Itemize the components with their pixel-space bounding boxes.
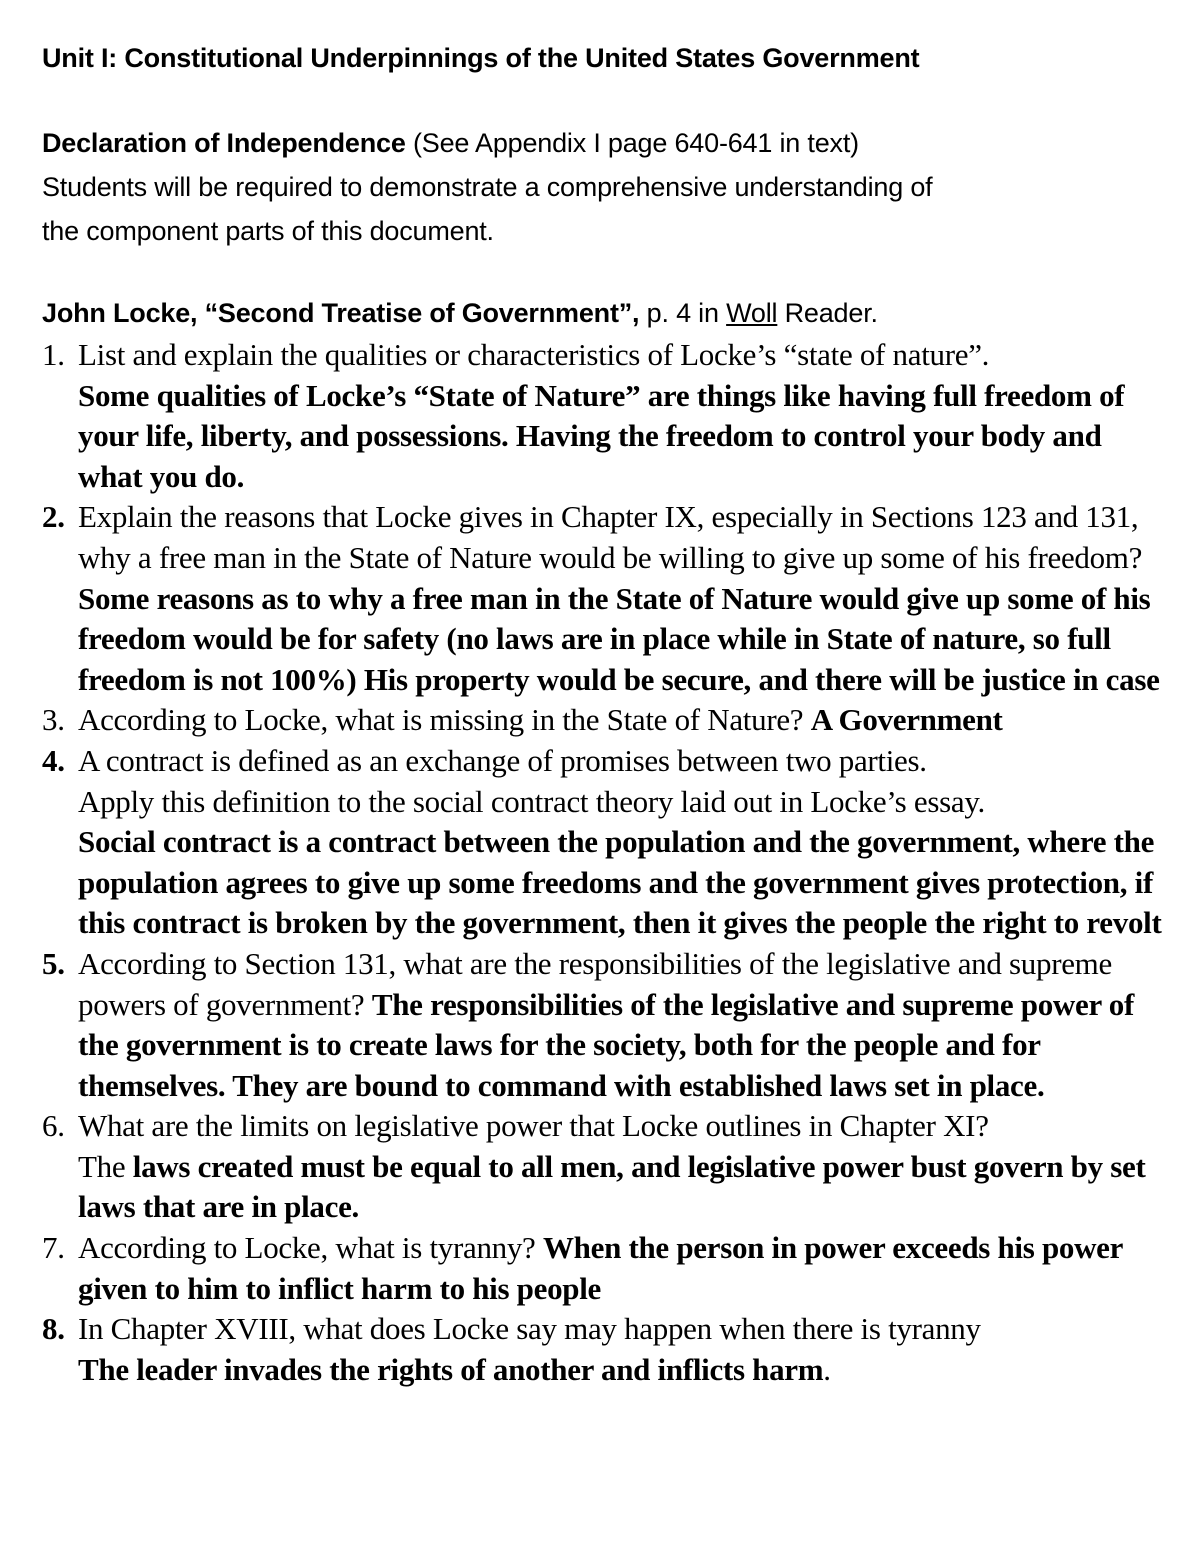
question-text: In Chapter XVIII, what does Locke say may happen when there is tyranny [78, 1311, 981, 1347]
declaration-line-1: Students will be required to demonstrate a comprehensive understanding of [42, 172, 933, 202]
question-number: 6. [42, 1108, 65, 1144]
answer-text: The leader invades the rights of another and inflicts harm [78, 1351, 824, 1387]
question-text: Explain the reasons that Locke gives in Chapter IX, especially in Sections 123 and 131, why a free man in the State of Nature would be willing to give up some of his freedom? [78, 499, 1143, 575]
locke-page-ref: p. 4 in [639, 298, 727, 328]
declaration-section [42, 121, 1172, 253]
answer-text: When the person in power exceeds his power given to him to inflict harm to his people [78, 1230, 1123, 1306]
question-text: A contract is defined as an exchange of promises between two parties. [78, 742, 927, 778]
question-item-1 [42, 335, 1172, 497]
declaration-note: (See Appendix I page 640-641 in text) [405, 128, 859, 158]
question-number: 5. [42, 945, 65, 981]
declaration-heading: Declaration of Independence [42, 128, 406, 158]
question-list [42, 335, 1172, 1390]
answer-text: A Government [810, 702, 1003, 738]
unit-title: Unit I: Constitutional Underpinnings of the United States Government [42, 43, 920, 73]
answer-text: Social contract is a contract between the population and the government, where the population agrees to give up some freedoms and the government gives protection, if this contract is broken by the government, then it gives the people the right to revolt [78, 824, 1162, 941]
question-item-6 [42, 1106, 1172, 1228]
locke-heading-line [42, 291, 1172, 335]
question-text: According to Locke, what is tyranny? [78, 1230, 536, 1266]
question-number: 4. [42, 742, 65, 778]
question-item-3 [42, 700, 1172, 741]
question-item-2 [42, 497, 1172, 700]
declaration-line-2: the component parts of this document. [42, 216, 494, 246]
question-number: 1. [42, 337, 65, 372]
answer-suffix: . [823, 1351, 831, 1387]
question-number: 3. [42, 702, 65, 738]
answer-text: Some reasons as to why a free man in the State of Nature would give up some of his freedom would be for safety (no laws are in place while in State of nature, so full freedom is not 100%) His property would be secure, and there will be justice in case [78, 580, 1160, 697]
question-text: According to Locke, what is missing in the State of Nature? [78, 702, 804, 738]
question-number: 7. [42, 1230, 65, 1266]
question-item-5 [42, 944, 1172, 1106]
question-text: What are the limits on legislative power that Locke outlines in Chapter XI? [78, 1108, 989, 1144]
reader-suffix: Reader. [777, 298, 878, 328]
question-item-8 [42, 1309, 1172, 1390]
answer-text: Some qualities of Locke’s “State of Nature” are things like having full freedom of your life, liberty, and possessions. Having the freedom to control your body and what you do. [78, 377, 1125, 494]
question-number: 8. [42, 1311, 65, 1347]
question-number: 2. [42, 499, 65, 535]
locke-heading: John Locke, “Second Treatise of Government”, [42, 298, 640, 328]
answer-prefix: The [78, 1148, 133, 1184]
question-text: According to Section 131, what are the responsibilities of the legislative and supreme powers of government? [78, 945, 1112, 1022]
question-item-7 [42, 1228, 1172, 1309]
question-item-4 [42, 741, 1172, 944]
question-text-continued: Apply this definition to the social contract theory laid out in Locke’s essay. [78, 783, 985, 819]
reader-name: Woll [726, 298, 778, 328]
answer-text: laws created must be equal to all men, and legislative power bust govern by set laws that are in place. [78, 1148, 1146, 1225]
answer-text: The responsibilities of the legislative and supreme power of the government is to create laws for the society, both for the people and for themselves. They are bound to command with established laws set in place. [78, 986, 1135, 1103]
document-page [42, 30, 1172, 1390]
question-text: List and explain the qualities or characteristics of Locke’s “state of nature”. [78, 337, 990, 372]
